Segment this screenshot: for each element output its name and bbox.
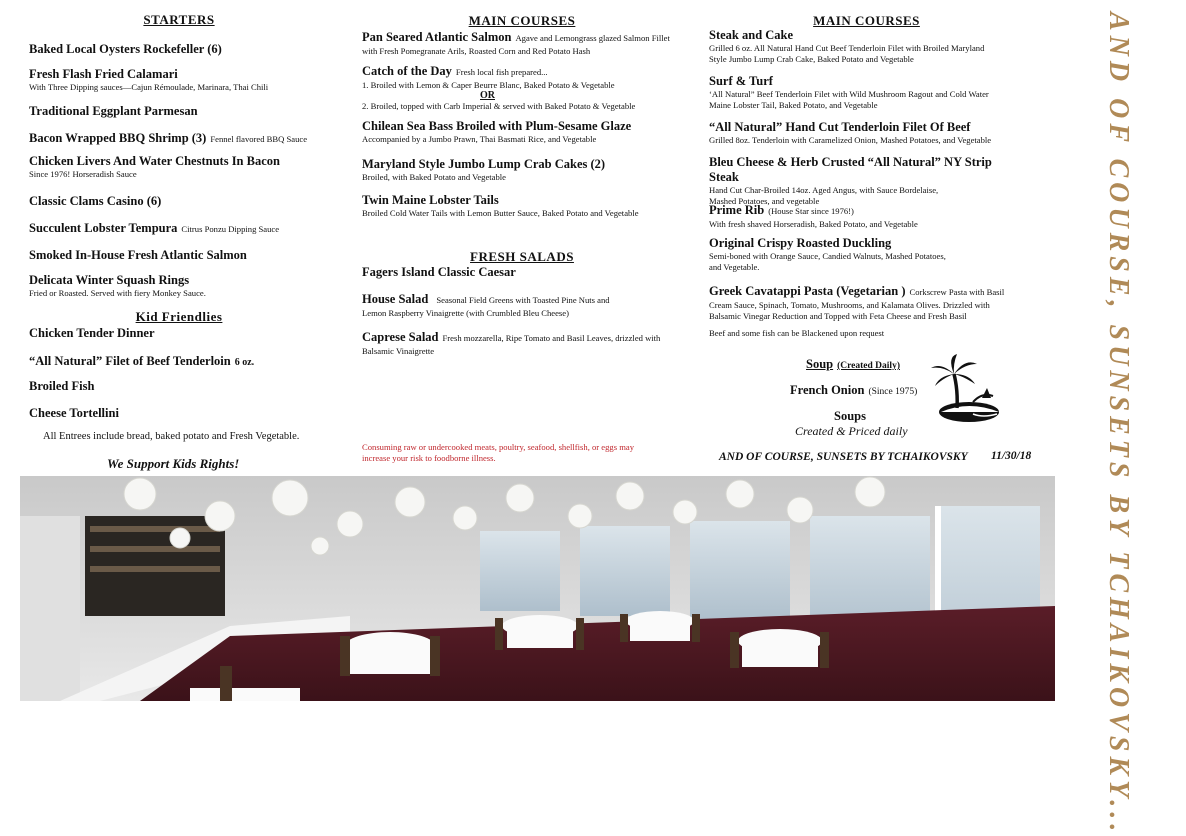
menu-item-surf-turf bbox=[709, 74, 1024, 110]
item-name: Soups bbox=[834, 409, 866, 423]
menu-item-prime-rib bbox=[709, 201, 1024, 230]
menu-item-house-salad bbox=[362, 290, 682, 319]
starter-item bbox=[29, 192, 329, 210]
item-name: Bleu Cheese & Herb Crusted “All Natural” NY Strip Steak bbox=[709, 155, 992, 184]
starter-name: Baked Local Oysters Rockefeller (6) bbox=[29, 42, 222, 56]
item-name: Surf & Turf bbox=[709, 74, 773, 88]
item-desc: Created & Priced daily bbox=[795, 424, 908, 438]
starter-desc: Since 1976! Horseradish Sauce bbox=[29, 169, 137, 179]
starter-item bbox=[29, 273, 329, 299]
item-name: Maryland Style Jumbo Lump Crab Cakes (2) bbox=[362, 157, 606, 171]
item-name: Chilean Sea Bass Broiled with Plum-Sesame Glaze bbox=[362, 119, 632, 133]
item-desc: 1. Broiled with Lemon & Caper Beurre Blanc, Baked Potato & Vegetable bbox=[362, 80, 615, 90]
starter-name: Traditional Eggplant Parmesan bbox=[29, 104, 198, 118]
item-desc: Corkscrew Pasta with Basil bbox=[909, 287, 1005, 297]
item-name: Prime Rib bbox=[709, 203, 765, 217]
kids-item bbox=[29, 324, 329, 342]
menu-item-bleu-steak bbox=[709, 155, 1024, 206]
starter-name: Classic Clams Casino (6) bbox=[29, 194, 162, 208]
main-courses-heading: MAIN COURSES bbox=[468, 13, 576, 28]
item-desc: and Vegetable. bbox=[709, 261, 760, 272]
warning-line: increase your risk to foodborne illness. bbox=[362, 452, 496, 463]
starters-heading: STARTERS bbox=[143, 12, 215, 27]
blackened-note: Beef and some fish can be Blackened upon request bbox=[709, 328, 885, 338]
item-name: Pan Seared Atlantic Salmon bbox=[362, 30, 512, 44]
soups-daily bbox=[795, 409, 908, 439]
item-name: “All Natural” Hand Cut Tenderloin Filet Of Beef bbox=[709, 120, 971, 134]
item-desc: Fresh mozzarella, Ripe Tomato and Basil Leaves, drizzled with bbox=[442, 333, 661, 343]
menu-item-catch bbox=[362, 62, 682, 112]
starter-item bbox=[29, 102, 329, 120]
side-banner-text: AND OF COURSE, SUNSETS BY TCHAIKOVSKY... bbox=[1103, 12, 1134, 836]
starter-name: Bacon Wrapped BBQ Shrimp (3) bbox=[29, 131, 207, 145]
starter-desc: With Three Dipping sauces—Cajun Rémoulade, Marinara, Thai Chili bbox=[29, 82, 269, 92]
starter-desc: Fried or Roasted. Served with fiery Monkey Sauce. bbox=[29, 288, 206, 298]
menu-item-steak-cake bbox=[709, 28, 1024, 64]
starter-desc: Fennel flavored BBQ Sauce bbox=[210, 134, 308, 144]
item-desc: Semi-boned with Orange Sauce, Candied Walnuts, Mashed Potatoes, bbox=[709, 251, 946, 261]
tagline: AND OF COURSE, SUNSETS BY TCHAIKOVSKY bbox=[719, 451, 968, 463]
item-desc: Seasonal Field Greens with Toasted Pine Nuts and bbox=[436, 295, 610, 305]
item-desc: Maine Lobster Tail, Baked Potato, and Vegetable bbox=[709, 99, 878, 110]
kids-slogan: We Support Kids Rights! bbox=[107, 456, 240, 471]
menu-item-seabass bbox=[362, 119, 682, 145]
item-desc: Mashed Potatoes, and vegetable bbox=[709, 195, 820, 206]
starter-name: Chicken Livers And Water Chestnuts In Bacon bbox=[29, 154, 280, 168]
starter-item bbox=[29, 246, 329, 264]
kids-item bbox=[29, 352, 329, 370]
starter-name: Smoked In-House Fresh Atlantic Salmon bbox=[29, 248, 247, 262]
item-desc: Balsamic Vinaigrette bbox=[362, 346, 435, 356]
salads-heading: FRESH SALADS bbox=[470, 249, 574, 264]
starter-desc: Citrus Ponzu Dipping Sauce bbox=[181, 224, 280, 234]
item-name: Twin Maine Lobster Tails bbox=[362, 193, 499, 207]
item-desc: with Fresh Pomegranate Arils, Roasted Corn and Red Potato Hash bbox=[362, 46, 591, 56]
main-courses-heading-2: MAIN COURSES bbox=[813, 13, 920, 28]
item-desc: Hand Cut Char-Broiled 14oz. Aged Angus, with Sauce Bordelaise, bbox=[709, 185, 939, 195]
kids-item bbox=[29, 404, 329, 422]
item-desc: Grilled 6 oz. All Natural Hand Cut Beef Tenderloin Filet with Broiled Maryland bbox=[709, 43, 985, 53]
food-warning bbox=[362, 442, 682, 463]
starter-item bbox=[29, 219, 329, 237]
item-desc: Agave and Lemongrass glazed Salmon Fillet bbox=[515, 33, 670, 43]
item-desc: Broiled Cold Water Tails with Lemon Butter Sauce, Baked Potato and Vegetable bbox=[362, 208, 639, 218]
soup-sub: (Created Daily) bbox=[837, 361, 900, 371]
starter-name: Delicata Winter Squash Rings bbox=[29, 273, 190, 287]
item-name: Steak and Cake bbox=[709, 28, 794, 42]
kids-desc: 6 oz. bbox=[234, 357, 255, 368]
item-desc: ‘All Natural” Beef Tenderloin Filet with Wild Mushroom Ragout and Cold Water bbox=[709, 89, 989, 99]
starter-name: Fresh Flash Fried Calamari bbox=[29, 67, 178, 81]
item-desc: Lemon Raspberry Vinaigrette (with Crumbled Bleu Cheese) bbox=[362, 308, 569, 318]
kids-heading: Kid Friendlies bbox=[135, 309, 223, 324]
item-desc: 2. Broiled, topped with Carb Imperial & served with Baked Potato & Vegetable bbox=[362, 101, 636, 111]
item-desc: With fresh shaved Horseradish, Baked Potato, and Vegetable bbox=[709, 219, 918, 229]
palm-island-logo bbox=[927, 352, 1003, 428]
warning-line: Consuming raw or undercooked meats, poultry, seafood, shellfish, or eggs may bbox=[362, 442, 634, 452]
menu-item-salmon bbox=[362, 28, 682, 57]
menu-item-caesar bbox=[362, 263, 682, 281]
item-desc: Fresh local fish prepared... bbox=[455, 67, 548, 77]
side-banner bbox=[1102, 12, 1138, 836]
kids-name: “All Natural” Filet of Beef Tenderloin bbox=[29, 354, 231, 368]
item-name: House Salad bbox=[362, 292, 429, 306]
starters-column bbox=[29, 0, 329, 480]
entree-note: All Entrees include bread, baked potato and Fresh Vegetable. bbox=[43, 431, 300, 442]
item-desc: Cream Sauce, Spinach, Tomato, Mushrooms, and Kalamata Olives. Drizzled with bbox=[709, 300, 990, 310]
item-desc: Style Jumbo Lump Crab Cake, Baked Potato and Vegetable bbox=[709, 53, 914, 64]
item-name: Greek Cavatappi Pasta (Vegetarian ) bbox=[709, 284, 906, 298]
item-desc: Accompanied by a Jumbo Prawn, Thai Basmati Rice, and Vegetable bbox=[362, 134, 597, 144]
menu-item-caprese bbox=[362, 328, 682, 357]
item-name: Catch of the Day bbox=[362, 64, 452, 78]
main-courses-column-1 bbox=[362, 0, 682, 480]
item-desc: Grilled 8oz. Tenderloin with Caramelized Onion, Mashed Potatoes, and Vegetable bbox=[709, 135, 992, 145]
menu-item-crab bbox=[362, 157, 682, 183]
item-name: Caprese Salad bbox=[362, 330, 439, 344]
starter-item bbox=[29, 40, 329, 58]
kids-name: Chicken Tender Dinner bbox=[29, 326, 155, 340]
soup-label: Soup bbox=[806, 357, 834, 371]
item-desc: Balsamic Vinegar Reduction and Topped with Feta Cheese and Fresh Basil bbox=[709, 310, 967, 321]
item-name: French Onion bbox=[790, 383, 865, 397]
dining-room-photo bbox=[20, 476, 1055, 701]
menu-item-duckling bbox=[709, 236, 1024, 272]
kids-item bbox=[29, 377, 329, 395]
item-name: Fagers Island Classic Caesar bbox=[362, 265, 516, 279]
starter-name: Succulent Lobster Tempura bbox=[29, 221, 178, 235]
item-desc: (Since 1975) bbox=[868, 387, 918, 397]
kids-name: Cheese Tortellini bbox=[29, 406, 119, 420]
kids-name: Broiled Fish bbox=[29, 379, 95, 393]
menu-item-filet bbox=[709, 120, 1024, 146]
menu-item-greek-pasta bbox=[709, 282, 1024, 321]
menu-date: 11/30/18 bbox=[991, 450, 1032, 462]
starter-item bbox=[29, 154, 329, 180]
item-name: Original Crispy Roasted Duckling bbox=[709, 236, 892, 250]
item-desc: (House Star since 1976!) bbox=[768, 206, 854, 216]
starter-item bbox=[29, 67, 329, 93]
item-desc: Broiled, with Baked Potato and Vegetable bbox=[362, 172, 506, 182]
menu-item-lobster bbox=[362, 193, 682, 219]
or-divider: OR bbox=[480, 89, 495, 101]
starter-item bbox=[29, 129, 329, 147]
